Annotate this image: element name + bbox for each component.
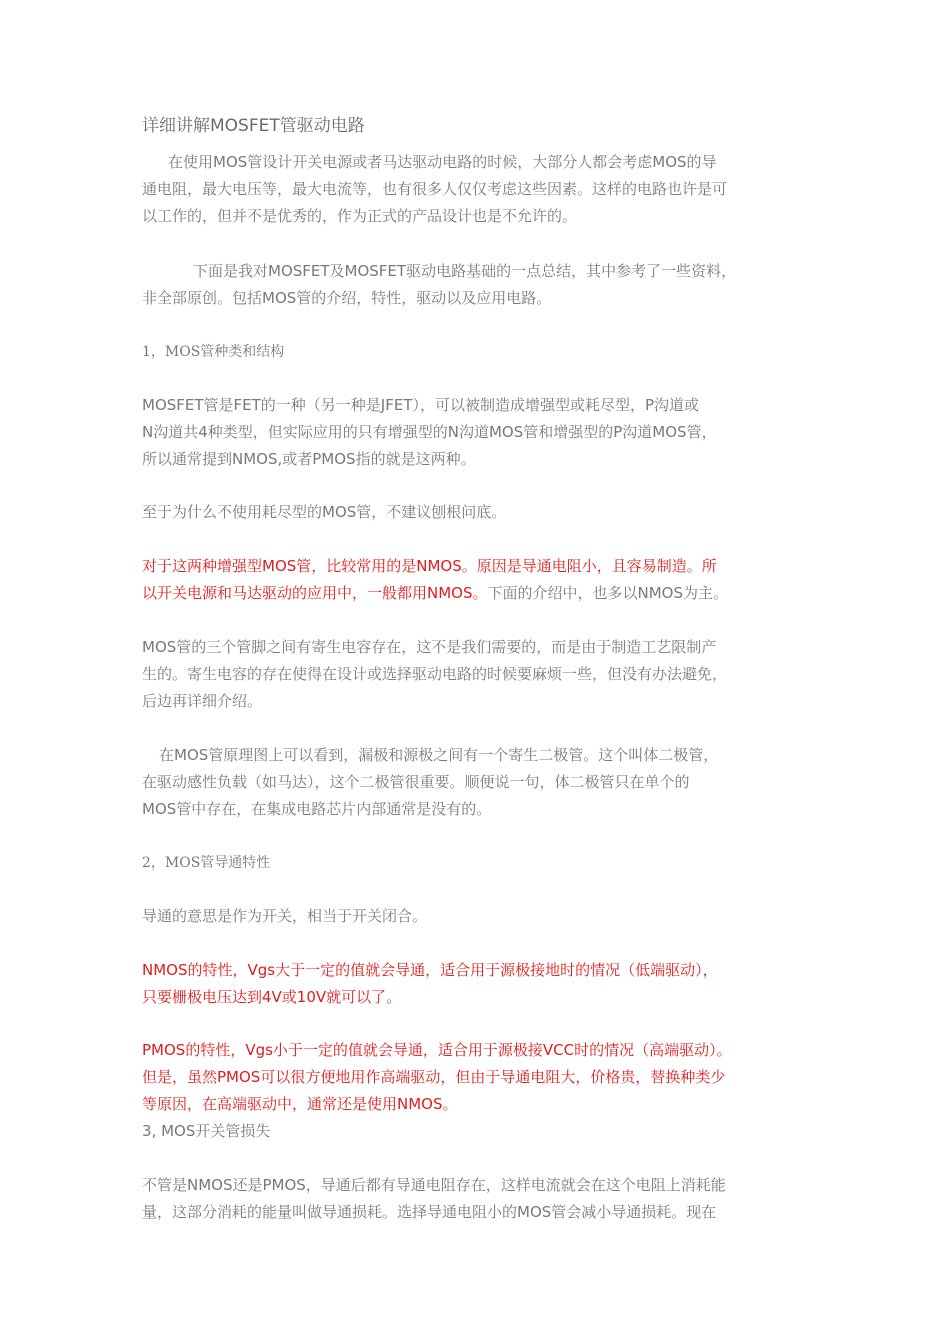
mixed-line xyxy=(142,583,728,603)
paragraph-line: 在使用MOS管设计开关电源或者马达驱动电路的时候，大部分人都会考虑MOS的导 xyxy=(168,153,717,171)
paragraph-line: 通电阻，最大电压等，最大电流等，也有很多人仅仅考虑这些因素。这样的电路也许是可 xyxy=(142,180,728,198)
paragraph-line: MOSFET管是FET的一种（另一种是JFET），可以被制造成增强型或耗尽型，P沟道或 xyxy=(142,396,700,414)
highlight-line: 等原因，在高端驱动中，通常还是使用NMOS。 xyxy=(142,1095,458,1113)
section-heading: 3, MOS开关管损失 xyxy=(142,1122,271,1140)
paragraph-line: 在驱动感性负载（如马达），这个二极管很重要。顺便说一句，体二极管只在单个的 xyxy=(142,773,690,791)
paragraph-line: 量，这部分消耗的能量叫做导通损耗。选择导通电阻小的MOS管会减小导通损耗。现在 xyxy=(142,1203,717,1221)
paragraph-line: 以工作的，但并不是优秀的，作为正式的产品设计也是不允许的。 xyxy=(142,207,578,225)
highlight-line: NMOS的特性，Vgs大于一定的值就会导通，适合用于源极接地时的情况（低端驱动）， xyxy=(142,961,718,979)
document-title: 详细讲解MOSFET管驱动电路 xyxy=(142,116,365,136)
paragraph-line: MOS管的三个管脚之间有寄生电容存在，这不是我们需要的，而是由于制造工艺限制产 xyxy=(142,638,717,656)
paragraph-line: 导通的意思是作为开关，相当于开关闭合。 xyxy=(142,907,428,925)
paragraph-line: N沟道共4种类型，但实际应用的只有增强型的N沟道MOS管和增强型的P沟道MOS管， xyxy=(142,423,717,441)
highlight-line: PMOS的特性，Vgs小于一定的值就会导通，适合用于源极接VCC时的情况（高端驱动）。 xyxy=(142,1041,732,1059)
highlight-line: 但是，虽然PMOS可以很方便地用作高端驱动，但由于导通电阻大，价格贵，替换种类少 xyxy=(142,1068,726,1086)
paragraph-line: 不管是NMOS还是PMOS，导通后都有导通电阻存在，这样电流就会在这个电阻上消耗能 xyxy=(142,1176,726,1194)
section-heading: 2，MOS管导通特性 xyxy=(142,855,271,871)
highlight-line: 对于这两种增强型MOS管，比较常用的是NMOS。原因是导通电阻小，且容易制造。所 xyxy=(142,557,717,575)
paragraph-line: 下面是我对MOSFET及MOSFET驱动电路基础的一点总结，其中参考了一些资料， xyxy=(193,262,737,280)
highlight-text: 以开关电源和马达驱动的应用中，一般都用NMOS。 xyxy=(142,584,488,602)
paragraph-line: MOS管中存在，在集成电路芯片内部通常是没有的。 xyxy=(142,800,492,818)
paragraph-line: 至于为什么不使用耗尽型的MOS管，不建议刨根问底。 xyxy=(142,503,507,521)
paragraph-line: 在MOS管原理图上可以看到，漏极和源极之间有一个寄生二极管。这个叫体二极管， xyxy=(159,746,719,764)
paragraph-line: 所以通常提到NMOS,或者PMOS指的就是这两种。 xyxy=(142,450,476,468)
paragraph-line: 后边再详细介绍。 xyxy=(142,692,263,710)
paragraph-line: 生的。寄生电容的存在使得在设计或选择驱动电路的时候要麻烦一些，但没有办法避免， xyxy=(142,665,728,683)
paragraph-tail: 下面的介绍中，也多以NMOS为主。 xyxy=(487,584,728,602)
highlight-line: 只要栅极电压达到4V或10V就可以了。 xyxy=(142,988,402,1006)
section-heading: 1，MOS管种类和结构 xyxy=(142,344,285,360)
paragraph-line: 非全部原创。包括MOS管的介绍，特性，驱动以及应用电路。 xyxy=(142,289,552,307)
